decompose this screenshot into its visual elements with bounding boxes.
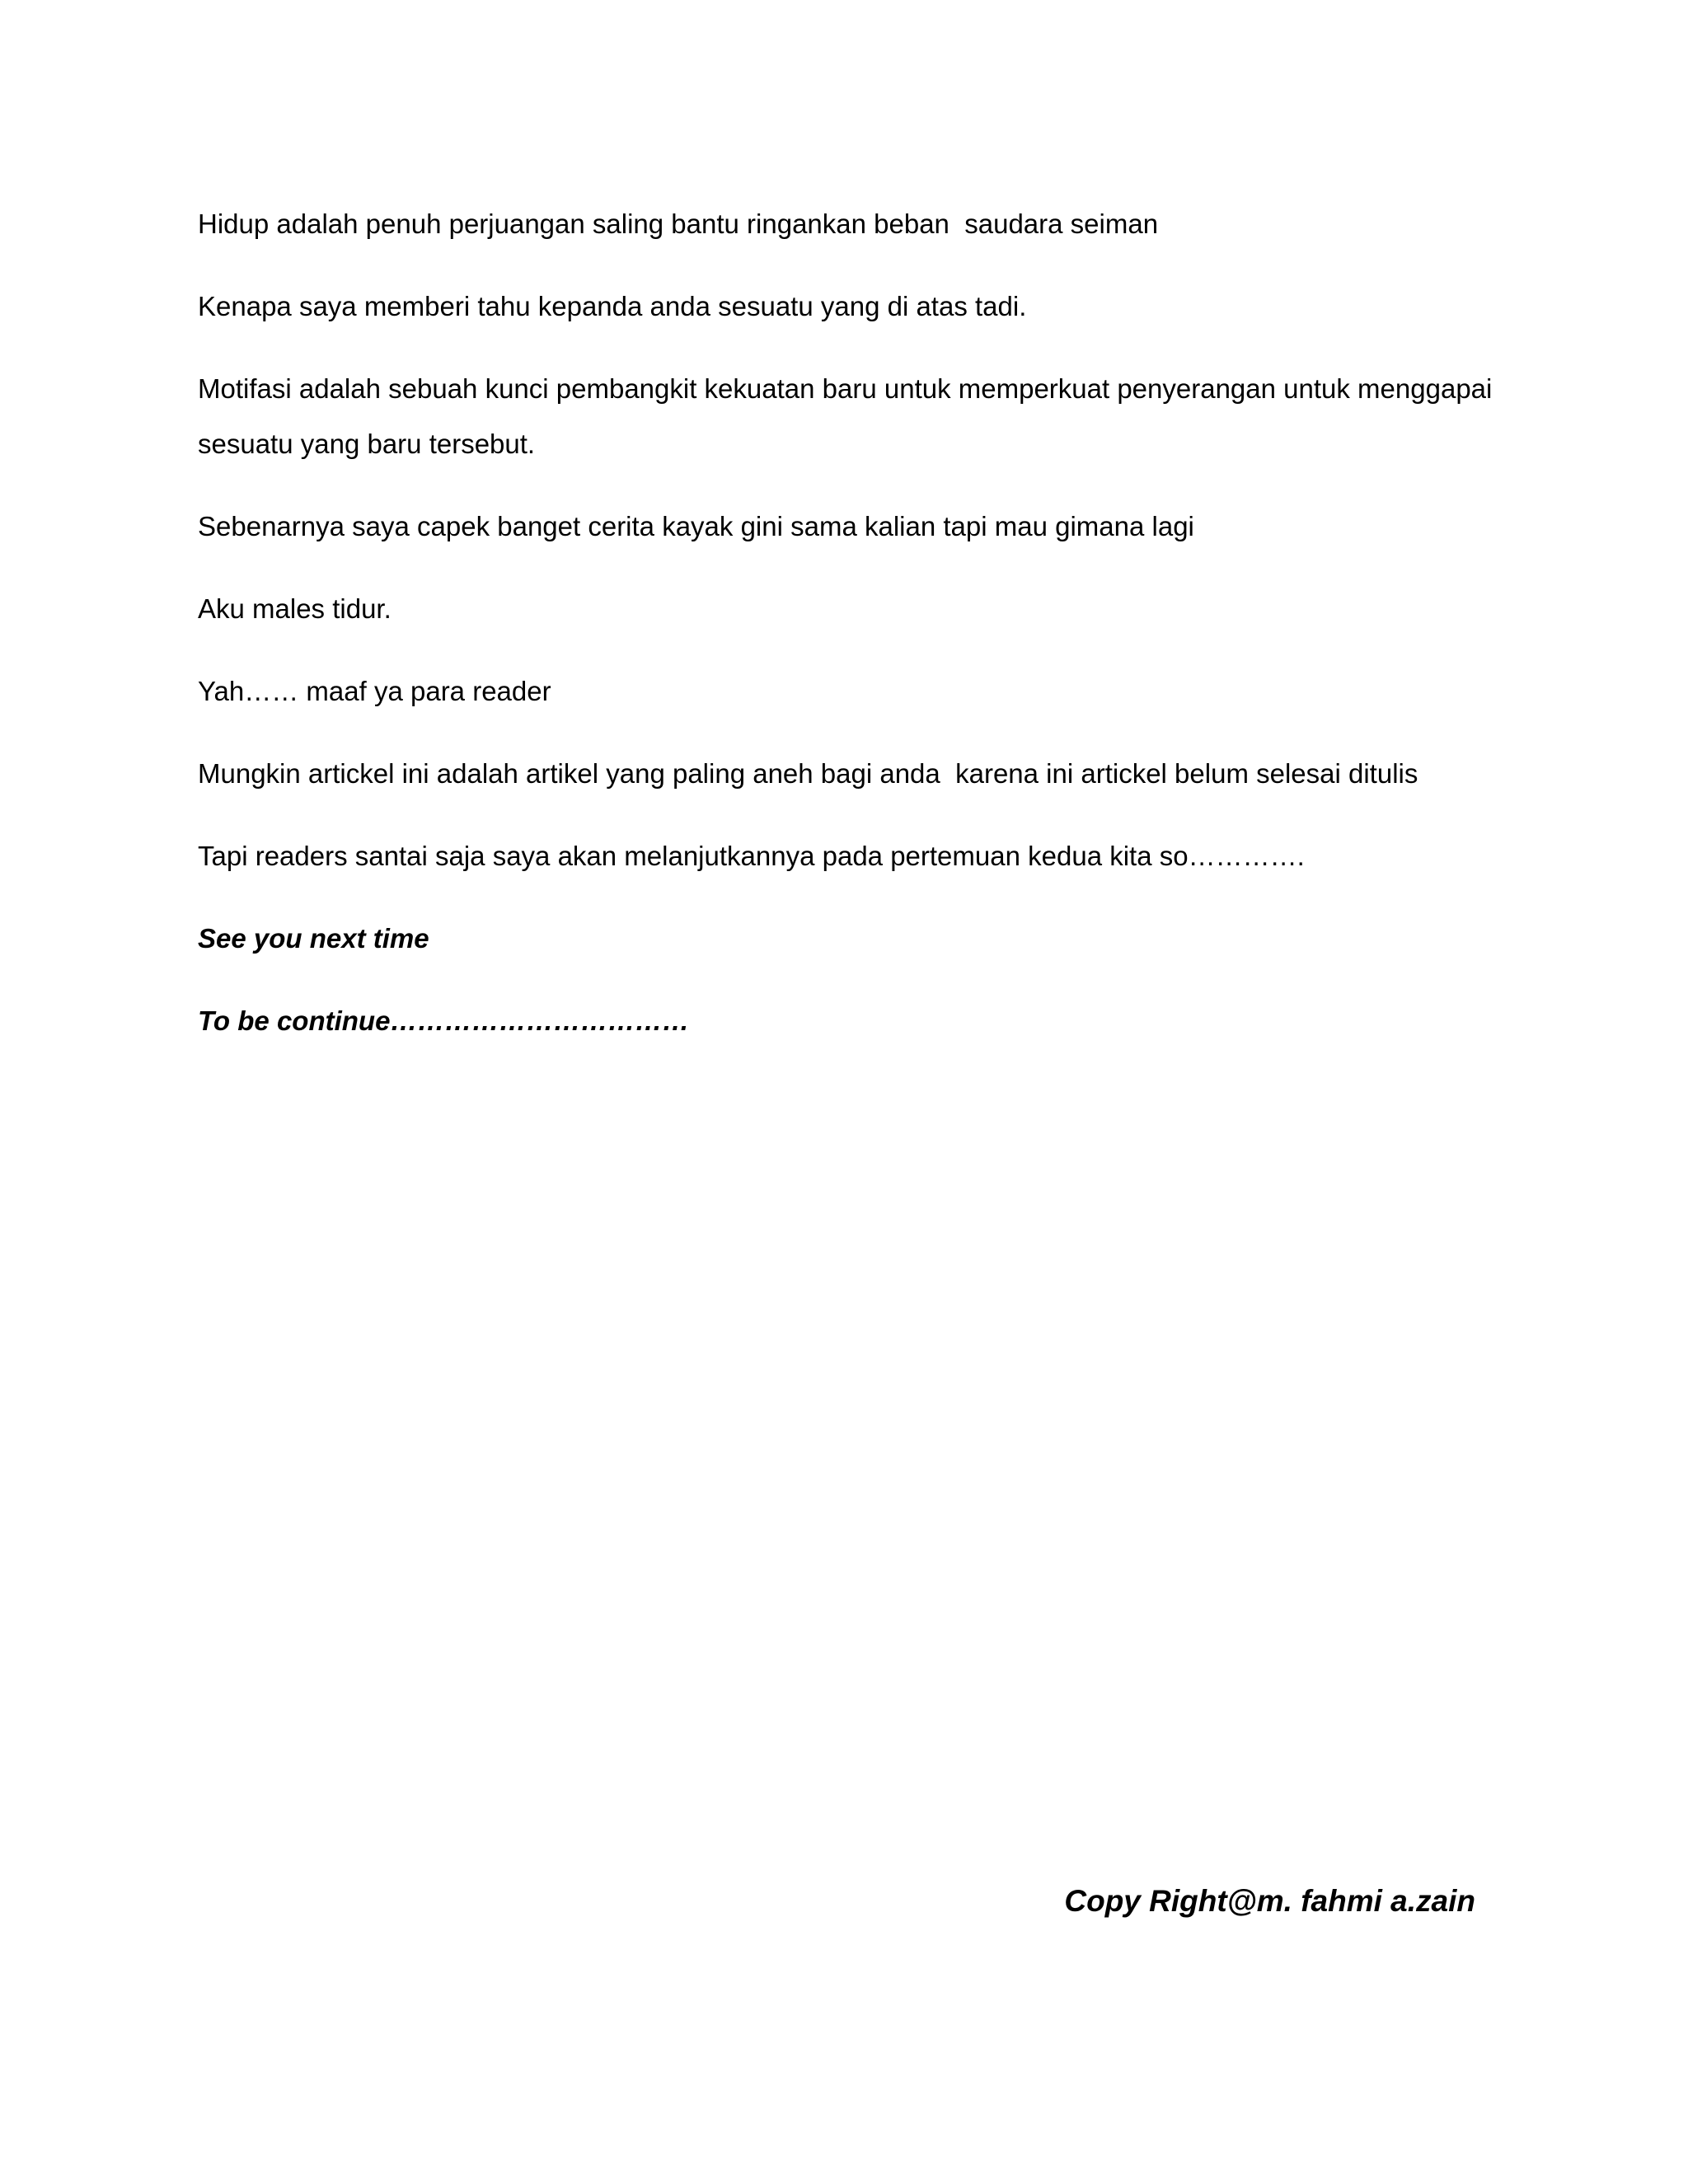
paragraph: Aku males tidur.	[198, 593, 392, 624]
paragraph: Hidup adalah penuh perjuangan saling bantu ringankan beban saudara seiman	[198, 209, 1159, 239]
copyright-signature: Copy Right@m. fahmi a.zain	[1064, 1884, 1475, 1918]
closing-line: See you next time	[198, 923, 429, 954]
document-body	[198, 196, 1500, 1076]
closing-line: To be continue……………………………	[198, 1005, 690, 1036]
paragraph: Yah…… maaf ya para reader	[198, 676, 551, 706]
paragraph: Tapi readers santai saja saya akan melanjutkannya pada pertemuan kedua kita so………….	[198, 841, 1305, 871]
paragraph: Mungkin artickel ini adalah artikel yang paling aneh bagi anda karena ini artickel belum selesai ditulis	[198, 758, 1418, 789]
paragraph: Motifasi adalah sebuah kunci pembangkit kekuatan baru untuk memperkuat penyerangan untuk menggapai sesuatu yang baru tersebut.	[198, 373, 1500, 459]
paragraph: Kenapa saya memberi tahu kepanda anda sesuatu yang di atas tadi.	[198, 291, 1027, 321]
paragraph: Sebenarnya saya capek banget cerita kayak gini sama kalian tapi mau gimana lagi	[198, 511, 1194, 541]
